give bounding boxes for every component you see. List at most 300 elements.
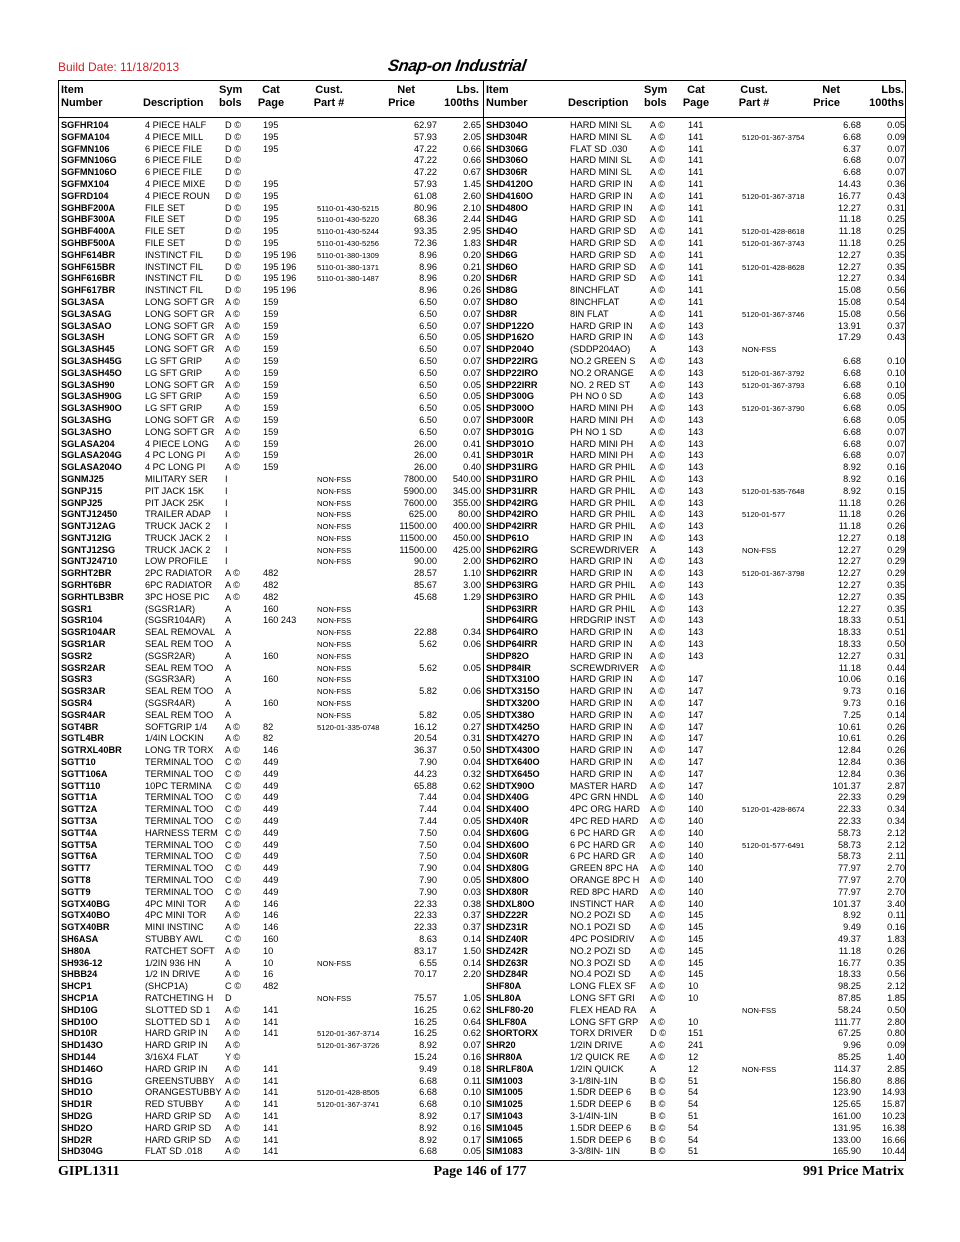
- symbols: A ©: [225, 296, 240, 307]
- table-row: [484, 674, 907, 686]
- cat-page: 143: [688, 391, 704, 402]
- weight: 0.05: [887, 391, 905, 402]
- symbols: A ©: [650, 296, 665, 307]
- cat-page: 141: [263, 1110, 279, 1121]
- description: HARD GRIP IN: [570, 733, 633, 744]
- net-price: 5.82: [419, 686, 437, 697]
- symbols: A ©: [225, 1087, 240, 1098]
- table-row: [59, 226, 483, 238]
- net-price: 58.73: [838, 851, 861, 862]
- table-row: [484, 144, 907, 156]
- net-price: 17.29: [838, 332, 861, 343]
- symbols: A ©: [650, 839, 665, 850]
- symbols: A ©: [650, 355, 665, 366]
- symbols: A ©: [650, 674, 665, 685]
- symbols: A ©: [650, 898, 665, 909]
- description: HARD GRIP SD: [145, 1110, 212, 1121]
- symbols: A ©: [225, 438, 240, 449]
- description: 3-1/8IN-1IN: [570, 1075, 618, 1086]
- cust-part: 5120-01-428-8674: [742, 805, 805, 815]
- item-number: SHDTX427O: [486, 733, 540, 744]
- item-number: SHD4120O: [486, 178, 533, 189]
- symbols: A ©: [650, 804, 665, 815]
- symbols: A ©: [650, 273, 665, 284]
- net-price: 58.73: [838, 827, 861, 838]
- symbols: D ©: [225, 131, 241, 142]
- symbols: A ©: [650, 285, 665, 296]
- symbols: D ©: [225, 190, 241, 201]
- symbols: B ©: [650, 1146, 666, 1157]
- item-number: SGSR2: [61, 650, 93, 661]
- weight: 1.29: [463, 591, 481, 602]
- symbols: A ©: [650, 521, 665, 532]
- net-price: 6.68: [419, 1099, 437, 1110]
- net-price: 8.96: [419, 285, 437, 296]
- item-number: SHD10G: [61, 1004, 98, 1015]
- net-price: 12.27: [838, 603, 861, 614]
- item-number: SGTT1A: [61, 792, 98, 803]
- table-row: [484, 828, 907, 840]
- item-number: SHD306O: [486, 155, 528, 166]
- weight: 0.66: [463, 143, 481, 154]
- header-description: Description: [568, 97, 629, 109]
- net-price: 6.50: [419, 391, 437, 402]
- symbols: A ©: [225, 945, 240, 956]
- cust-part: 5120-01-428-8618: [742, 227, 805, 237]
- table-row: [484, 332, 907, 344]
- symbols: A ©: [650, 698, 665, 709]
- net-price: 26.00: [414, 450, 437, 461]
- page-number: Page 146 of 177: [433, 1164, 527, 1179]
- cat-page: 482: [263, 981, 279, 992]
- table-row: [59, 639, 483, 651]
- description: LONG SOFT GR: [145, 320, 215, 331]
- table-row: [59, 262, 483, 274]
- symbols: A ©: [225, 1075, 240, 1086]
- symbols: A ©: [225, 414, 240, 425]
- net-price: 8.96: [419, 273, 437, 284]
- cat-page: 143: [688, 521, 704, 532]
- net-price: 11.18: [838, 237, 861, 248]
- cat-page: 140: [688, 839, 704, 850]
- description: 4PC ORG HARD: [570, 804, 640, 815]
- cat-page: 51: [688, 1110, 699, 1121]
- net-price: 12.27: [838, 568, 861, 579]
- description: HARD GRIP SD: [145, 1134, 212, 1145]
- item-number: SGLASA204O: [61, 462, 122, 473]
- cat-page: 141: [263, 1134, 279, 1145]
- header-price: Net Price: [813, 84, 840, 109]
- table-row: [484, 969, 907, 981]
- weight: 0.26: [887, 497, 905, 508]
- description: PH NO 1 SD: [570, 426, 623, 437]
- table-row: [484, 203, 907, 215]
- symbols: A ©: [650, 261, 665, 272]
- net-price: 7.50: [419, 827, 437, 838]
- symbols: A: [225, 662, 232, 673]
- cat-page: 10: [688, 992, 699, 1003]
- net-price: 61.08: [414, 190, 437, 201]
- table-row: [484, 262, 907, 274]
- cat-page: 143: [688, 426, 704, 437]
- weight: 0.18: [463, 1063, 481, 1074]
- weight: 2.11: [887, 851, 905, 862]
- net-price: 98.25: [838, 981, 861, 992]
- symbols: A ©: [650, 308, 665, 319]
- weight: 0.29: [887, 792, 905, 803]
- cat-page: 82: [263, 733, 274, 744]
- table-row: [484, 568, 907, 580]
- cat-page: 195 196: [263, 273, 297, 284]
- description: 4PC POSIDRIV: [570, 933, 635, 944]
- cat-page: 195: [263, 120, 279, 130]
- weight: 2.05: [463, 131, 481, 142]
- symbols: A ©: [650, 155, 665, 166]
- cust-part: NON-FSS: [317, 486, 352, 496]
- weight: 2.80: [887, 1016, 905, 1027]
- net-price: 6.50: [419, 355, 437, 366]
- weight: 0.09: [887, 1040, 905, 1051]
- item-number: SIM1003: [486, 1075, 523, 1086]
- cat-page: 147: [688, 709, 704, 720]
- net-price: 18.33: [838, 639, 861, 650]
- item-number: SHDP300G: [486, 391, 535, 402]
- net-price: 123.90: [832, 1087, 861, 1098]
- net-price: 7.44: [419, 792, 437, 803]
- weight: 425.00: [452, 544, 481, 555]
- description: PIT JACK 15K: [145, 485, 205, 496]
- symbols: C ©: [225, 827, 241, 838]
- net-price: 9.73: [843, 686, 861, 697]
- cat-page: 54: [688, 1099, 699, 1110]
- cat-page: 54: [688, 1134, 699, 1145]
- cat-page: 141: [688, 131, 704, 142]
- table-row: [59, 604, 483, 616]
- table-row: [484, 1052, 907, 1064]
- net-price: 5.82: [419, 709, 437, 720]
- item-number: SHD6O: [486, 261, 518, 272]
- description: FILE SET: [145, 214, 185, 225]
- table-row: [484, 722, 907, 734]
- table-row: [59, 1087, 483, 1099]
- weight: 0.20: [463, 249, 481, 260]
- symbols: A: [225, 709, 232, 720]
- header-lbs: Lbs. 100ths: [869, 84, 904, 109]
- cat-page: 54: [688, 1087, 699, 1098]
- symbols: A ©: [650, 497, 665, 508]
- table-row: [59, 474, 483, 486]
- cat-page: 449: [263, 827, 279, 838]
- cust-part: NON-FSS: [317, 474, 352, 484]
- cust-part: NON-FSS: [317, 616, 352, 626]
- net-price: 47.22: [414, 143, 437, 154]
- description: HARD MINI SL: [570, 120, 632, 130]
- net-price: 125.65: [832, 1099, 861, 1110]
- cat-page: 449: [263, 792, 279, 803]
- description: HARD MINI PH: [570, 450, 634, 461]
- symbols: I: [225, 556, 228, 567]
- cat-page: 482: [263, 591, 279, 602]
- net-price: 12.84: [838, 768, 861, 779]
- cat-page: 159: [263, 296, 279, 307]
- cat-page: 141: [688, 190, 704, 201]
- table-row: [59, 733, 483, 745]
- cust-part: NON-FSS: [317, 640, 352, 650]
- net-price: 57.93: [414, 178, 437, 189]
- cust-part: 5110-01-430-5215: [317, 203, 379, 213]
- cat-page: 241: [688, 1040, 704, 1051]
- description: HARD GRIP IN: [570, 627, 633, 638]
- weight: 0.32: [463, 768, 481, 779]
- table-row: [59, 167, 483, 179]
- weight: 0.35: [887, 249, 905, 260]
- item-number: SH6ASA: [61, 933, 99, 944]
- symbols: A ©: [225, 922, 240, 933]
- table-row: [484, 391, 907, 403]
- table-row: [484, 403, 907, 415]
- description: 1/2 IN DRIVE: [145, 969, 201, 980]
- description: HARD GR PHIL: [570, 509, 636, 520]
- weight: 2.70: [887, 886, 905, 897]
- item-number: SHR20: [486, 1040, 516, 1051]
- symbols: A ©: [650, 450, 665, 461]
- cust-part: 5120-01-367-3754: [742, 132, 805, 142]
- net-price: 16.77: [838, 190, 861, 201]
- description: TERMINAL TOO: [145, 804, 214, 815]
- description: HARNESS TERM: [145, 827, 218, 838]
- item-number: SHD306R: [486, 167, 528, 178]
- symbols: D ©: [225, 226, 241, 237]
- table-row: [59, 1111, 483, 1123]
- cust-part: 5120-01-367-3741: [317, 1100, 380, 1110]
- item-number: SHD304O: [486, 120, 528, 130]
- item-number: SHDZ22R: [486, 910, 528, 921]
- weight: 0.34: [887, 273, 905, 284]
- net-price: 10.61: [838, 733, 861, 744]
- weight: 0.05: [463, 391, 481, 402]
- symbols: A ©: [650, 745, 665, 756]
- net-price: 11500.00: [399, 544, 437, 555]
- symbols: A ©: [225, 580, 240, 591]
- table-row: [484, 498, 907, 510]
- item-number: SGSR3: [61, 674, 93, 685]
- description: SEAL REM TOO: [145, 639, 214, 650]
- weight: 0.05: [463, 816, 481, 827]
- description: HARD GR PHIL: [570, 591, 636, 602]
- cat-page: 159: [263, 344, 279, 355]
- cat-page: 449: [263, 816, 279, 827]
- cat-page: 141: [688, 226, 704, 237]
- symbols: A ©: [650, 320, 665, 331]
- description: TORX DRIVER: [570, 1028, 633, 1039]
- description: 6 PIECE FILE: [145, 155, 203, 166]
- item-number: SGFMA104: [61, 131, 110, 142]
- table-row: [484, 380, 907, 392]
- item-number: SIM1065: [486, 1134, 523, 1145]
- symbols: C ©: [225, 981, 241, 992]
- item-number: SH936-12: [61, 957, 103, 968]
- table-row: [484, 769, 907, 781]
- description: 6 PC HARD GR: [570, 851, 636, 862]
- description: TRUCK JACK 2: [145, 544, 211, 555]
- description: 3-3/8IN- 1IN: [570, 1146, 621, 1157]
- table-row: [484, 486, 907, 498]
- table-row: [59, 686, 483, 698]
- item-number: SGFMX104: [61, 178, 109, 189]
- net-price: 6.50: [419, 320, 437, 331]
- description: 6 PIECE FILE: [145, 143, 203, 154]
- cat-page: 159: [263, 403, 279, 414]
- weight: 0.35: [887, 603, 905, 614]
- cat-page: 145: [688, 945, 704, 956]
- symbols: A ©: [225, 1099, 240, 1110]
- weight: 0.34: [463, 627, 481, 638]
- item-number: SHLF80A: [486, 1016, 527, 1027]
- description: HARD MINI PH: [570, 414, 634, 425]
- weight: 0.07: [463, 414, 481, 425]
- weight: 0.50: [887, 639, 905, 650]
- net-price: 8.92: [843, 462, 861, 473]
- net-price: 77.97: [838, 886, 861, 897]
- net-price: 12.27: [838, 544, 861, 555]
- cust-part: 5120-01-367-3792: [742, 368, 805, 378]
- weight: 0.36: [887, 757, 905, 768]
- description: HARD GRIP IN: [570, 650, 633, 661]
- description: SLOTTED SD 1: [145, 1016, 211, 1027]
- item-number: SHD144: [61, 1051, 96, 1062]
- net-price: 15.24: [414, 1051, 437, 1062]
- weight: 355.00: [452, 497, 481, 508]
- weight: 0.64: [463, 1016, 481, 1027]
- cat-page: 159: [263, 320, 279, 331]
- item-number: SGHBF400A: [61, 226, 116, 237]
- symbols: D ©: [225, 202, 241, 213]
- symbols: A ©: [225, 403, 240, 414]
- cat-page: 141: [263, 1016, 279, 1027]
- item-number: SHD2R: [61, 1134, 93, 1145]
- symbols: D ©: [225, 178, 241, 189]
- description: HARD GRIP IN: [570, 568, 633, 579]
- table-row: [484, 1123, 907, 1135]
- weight: 0.66: [463, 155, 481, 166]
- symbols: A ©: [650, 178, 665, 189]
- table-row: [484, 285, 907, 297]
- weight: 0.26: [887, 945, 905, 956]
- symbols: A ©: [650, 120, 665, 130]
- symbols: D ©: [225, 273, 241, 284]
- description: GREENSTUBBY: [145, 1075, 215, 1086]
- cust-part: 5120-01-367-3726: [317, 1041, 380, 1051]
- description: 10PC TERMINA: [145, 780, 212, 791]
- item-number: SGTX40BO: [61, 910, 111, 921]
- weight: 0.04: [463, 757, 481, 768]
- symbols: A ©: [225, 1134, 240, 1145]
- table-row: [484, 309, 907, 321]
- item-number: SHD6R: [486, 273, 518, 284]
- description: HARD GRIP IN: [570, 745, 633, 756]
- net-price: 12.27: [838, 650, 861, 661]
- net-price: 8.92: [419, 1122, 437, 1133]
- table-row: [484, 580, 907, 592]
- item-number: SGSR3AR: [61, 686, 106, 697]
- symbols: C ©: [225, 768, 241, 779]
- cat-page: 160: [263, 698, 279, 709]
- description: LONG SOFT GR: [145, 414, 215, 425]
- weight: 0.05: [463, 875, 481, 885]
- item-number: SHD6G: [486, 249, 518, 260]
- symbols: D ©: [225, 167, 241, 178]
- weight: 0.26: [887, 745, 905, 756]
- description: HARD GR PHIL: [570, 521, 636, 532]
- symbols: A ©: [650, 945, 665, 956]
- table-row: [484, 356, 907, 368]
- cat-page: 51: [688, 1075, 699, 1086]
- cat-page: 143: [688, 627, 704, 638]
- symbols: A ©: [650, 709, 665, 720]
- table-row: [59, 521, 483, 533]
- table-row: [484, 250, 907, 262]
- table-row: [59, 1135, 483, 1147]
- cust-part: 5120-01-428-8628: [742, 262, 805, 272]
- item-number: SHD4R: [486, 237, 518, 248]
- table-row: [484, 226, 907, 238]
- symbols: I: [225, 485, 228, 496]
- net-price: 6.68: [419, 1146, 437, 1157]
- symbols: A ©: [225, 568, 240, 579]
- item-number: SHDTX320O: [486, 698, 540, 709]
- item-number: SHDP122O: [486, 320, 535, 331]
- weight: 0.05: [887, 120, 905, 130]
- item-number: SGRHT6BR: [61, 580, 112, 591]
- net-price: 6.50: [419, 296, 437, 307]
- item-number: SHD8R: [486, 308, 518, 319]
- net-price: 6.68: [843, 379, 861, 390]
- item-number: SGL3ASHO: [61, 426, 112, 437]
- cat-page: 10: [688, 1016, 699, 1027]
- weight: 400.00: [452, 521, 481, 532]
- cat-page: 141: [688, 214, 704, 225]
- net-price: 6.68: [843, 131, 861, 142]
- symbols: B ©: [650, 1087, 666, 1098]
- item-number: SGL3ASH90: [61, 379, 115, 390]
- symbols: A ©: [650, 615, 665, 626]
- description: HARD GRIP SD: [570, 214, 637, 225]
- weight: 0.62: [463, 780, 481, 791]
- weight: 1.83: [463, 237, 481, 248]
- table-row: [484, 368, 907, 380]
- table-row: [59, 556, 483, 568]
- symbols: A ©: [225, 898, 240, 909]
- weight: 2.87: [887, 780, 905, 791]
- table-row: [59, 1099, 483, 1111]
- cat-page: 159: [263, 462, 279, 473]
- weight: 0.07: [463, 1040, 481, 1051]
- net-price: 12.27: [838, 556, 861, 567]
- item-number: SGHF616BR: [61, 273, 116, 284]
- weight: 0.10: [463, 1087, 481, 1098]
- net-price: 93.35: [414, 226, 437, 237]
- description: HARD GRIP IN: [570, 332, 633, 343]
- description: ORANGE 8PC H: [570, 875, 640, 885]
- net-price: 58.24: [838, 1004, 861, 1015]
- cat-page: 141: [688, 296, 704, 307]
- net-price: 6.68: [843, 414, 861, 425]
- cust-part: 5120-01-367-3743: [742, 238, 805, 248]
- item-number: SGSR104: [61, 615, 103, 626]
- table-row: [484, 545, 907, 557]
- symbols: C ©: [225, 792, 241, 803]
- item-number: SHD10O: [61, 1016, 98, 1027]
